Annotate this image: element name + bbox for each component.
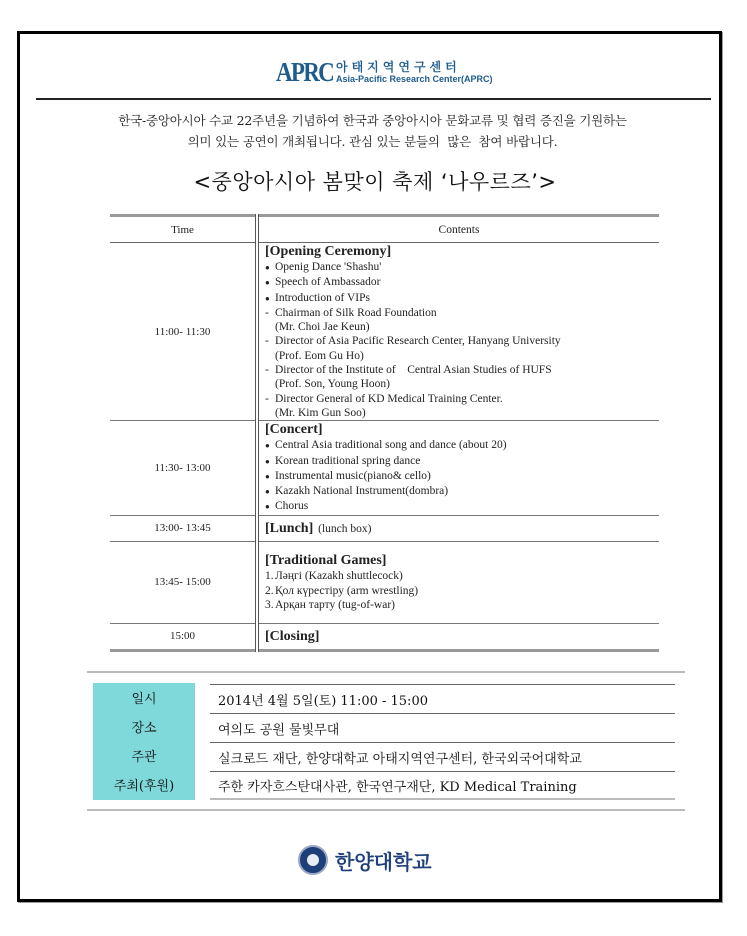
list-item [265,454,659,469]
contents-cell [257,421,659,515]
info-value-date: 2014년 4월 5일(토) 11:00 - 15:00 [210,684,675,713]
info-bottom-divider [87,809,685,811]
info-value-organizer: 실크로드 재단, 한양대학교 아태지역연구센터, 한국외국어대학교 [210,742,675,771]
bullet-icon: ● [265,456,270,466]
list-item [265,349,659,363]
list-item [265,406,659,420]
time-cell: 13:45- 15:00 [110,541,257,623]
bullet-icon: ● [265,502,270,512]
list-marker: 2. [265,584,274,597]
list-item-text: Instrumental music(piano& cello) [275,469,431,482]
list-item-text: Director General of KD Medical Training Center. [275,392,503,405]
time-cell: 11:30- 13:00 [110,421,257,515]
list-item [265,377,659,391]
list-marker: 1. [265,570,274,583]
list-item-text: Director of Asia Pacific Research Center, Hanyang University [275,335,561,348]
info-label-block [93,683,195,800]
list-item [265,291,659,306]
bullet-icon: ● [265,471,270,481]
info-label-venue: 장소 [131,721,157,736]
list-item-text: Қол күрестіру (arm wrestling) [275,584,419,597]
info-value-host: 주한 카자흐스탄대사관, 한국연구재단, KD Medical Training [210,771,675,800]
schedule-row-closing [110,623,659,650]
list-marker: - [265,335,269,348]
list-item [265,484,659,499]
time-cell: 11:00- 11:30 [110,243,257,421]
schedule-table [110,214,659,652]
aprc-logo-mark: APRC [276,56,333,87]
list-item-text: Chorus [275,500,309,513]
list-item [265,334,659,348]
list-item [265,469,659,484]
item-list [265,569,659,612]
time-cell: 15:00 [110,623,257,650]
schedule-row-lunch [110,515,659,541]
list-marker: - [265,392,269,405]
list-marker: - [265,306,269,319]
list-item-text: (Mr. Choi Jae Keun) [275,321,370,334]
bullet-icon: ● [265,278,270,288]
intro-line-1: 한국-중앙아시아 수교 22주년을 기념하여 한국과 중앙아시아 문화교류 및 협력 증진을 기원하는 [118,113,627,128]
list-item [265,598,659,612]
list-item-text: Chairman of Silk Road Foundation [275,306,437,319]
section-title: [Lunch] [265,520,314,536]
contents-cell [257,623,659,650]
schedule-header-row [110,216,659,243]
list-item-text: Kazakh National Instrument(dombra) [275,485,449,498]
aprc-logo-korean: 아태지역연구센터 [336,59,461,74]
info-value-venue: 여의도 공원 물빛무대 [210,713,675,742]
info-top-divider [87,671,685,673]
list-item-text: Арқан тарту (tug-of-war) [275,598,395,611]
list-item-text: Ләңгі (Kazakh shuttlecock) [275,570,403,583]
item-list [265,438,659,514]
list-item [265,275,659,290]
section-title: [Traditional Games] [265,553,387,569]
bullet-icon: ● [265,293,270,303]
list-item [265,438,659,453]
time-cell: 13:00- 13:45 [110,515,257,541]
bullet-icon: ● [265,263,270,272]
list-item-text: Speech of Ambassador [275,276,381,289]
list-item-text: Central Asia traditional song and dance (about 20) [275,439,507,452]
list-item [265,499,659,514]
list-item-text: (Prof. Son, Young Hoon) [275,378,391,391]
list-item [265,363,659,377]
hanyang-seal-icon [298,845,328,875]
section-note: (lunch box) [318,522,372,535]
contents-column-header: Contents [257,216,659,243]
aprc-logo-english: Asia-Pacific Research Center(APRC) [336,73,493,84]
list-marker: - [265,364,269,377]
schedule-row-concert [110,421,659,515]
hanyang-university-name: 한양대학교 [335,849,432,874]
list-marker: 3. [265,598,274,611]
item-list [265,260,659,420]
contents-cell [257,515,659,541]
list-item-text: (Prof. Eom Gu Ho) [275,349,364,362]
time-column-header: Time [110,216,257,243]
intro-text [40,110,705,152]
aprc-logo-text [336,61,493,84]
bullet-icon: ● [265,487,270,497]
list-item-text: Director of the Institute of Central Asian Studies of HUFS [275,364,552,377]
intro-line-2: 의미 있는 공연이 개최됩니다. 관심 있는 분들의 많은 참여 바랍니다. [187,134,558,149]
event-title: <중앙아시아 봄맞이 축제 ‘나우르즈’> [193,170,557,194]
section-title: [Opening Ceremony] [265,244,392,259]
info-label-organizer: 주관 [131,750,157,765]
list-item-text: Introduction of VIPs [275,291,370,304]
info-label-date: 일시 [131,692,157,707]
hanyang-logo [298,845,432,875]
list-item [265,306,659,320]
info-values [210,684,675,800]
list-item [265,392,659,406]
list-item [265,320,659,334]
contents-cell [257,243,659,421]
list-item-text: Korean traditional spring dance [275,454,421,467]
list-item-text: (Mr. Kim Gun Soo) [275,406,366,419]
bullet-icon: ● [265,441,270,451]
list-item [265,584,659,598]
list-item [265,260,659,275]
info-label-host: 주최(후원) [113,779,175,794]
schedule-row-opening [110,243,659,421]
aprc-logo [276,57,493,87]
section-title: [Concert] [265,422,323,438]
schedule-row-games [110,541,659,623]
section-title: [Closing] [265,628,320,644]
header-divider [36,98,711,100]
list-item [265,569,659,583]
contents-cell [257,541,659,623]
list-item-text: Openig Dance 'Shashu' [275,261,382,273]
